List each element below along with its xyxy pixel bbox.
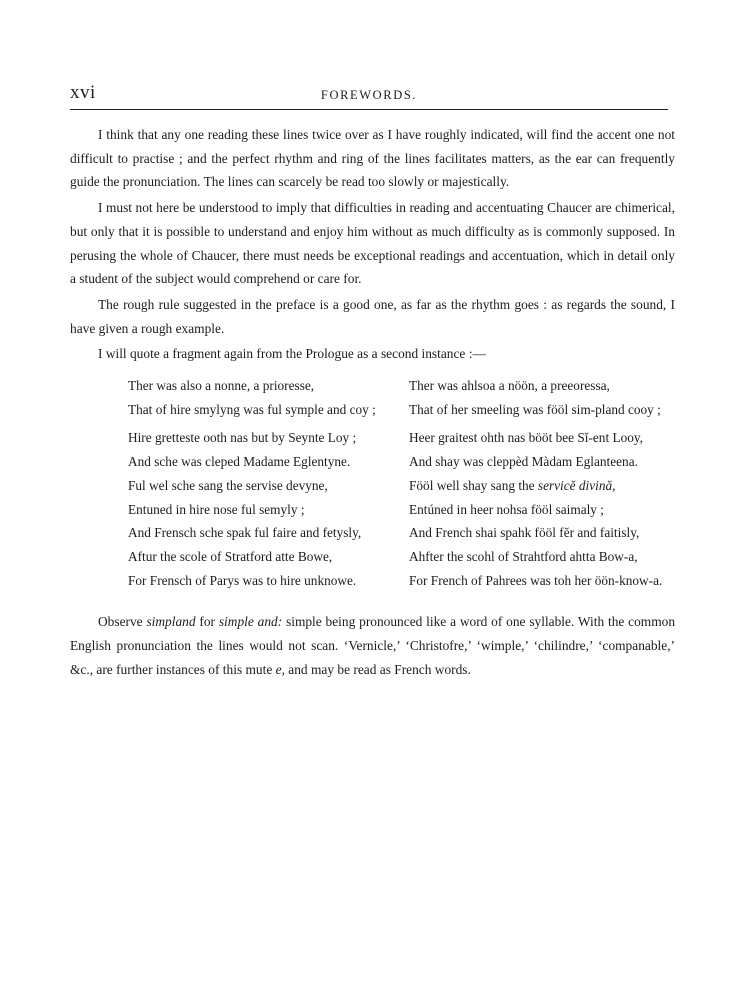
verse-original: Ther was also a nonne, a prioresse, (128, 378, 315, 394)
paragraph-3: The rough rule suggested in the preface is a good one, as far as the rhythm goes : as regards the sound, I have given a rough example. (70, 296, 675, 336)
verse-original: Aftur the scole of Stratford atte Bowe, (128, 548, 333, 564)
verse-pronunciation-text: Fööl well shay sang the (409, 477, 538, 493)
verse-pronunciation (409, 474, 675, 498)
running-head (70, 82, 668, 106)
paragraph-4: I will quote a fragment again from the Prologue as a second instance :— (98, 346, 486, 362)
page-body (70, 123, 675, 681)
verse-row (70, 569, 675, 593)
page-number: xvi (70, 82, 96, 103)
verse-pronunciation: Entúned in heer nohsa fööl saimaly ; (409, 501, 604, 517)
verse-pronunciation: That of her smeeling was fööl sim-pland cooy ; (409, 401, 661, 417)
closing-text: and may be read as French words. (284, 661, 471, 677)
verse-row (70, 498, 675, 522)
verse-original: Entuned in hire nose ful semyly ; (128, 501, 305, 517)
verse-row (70, 374, 675, 398)
verse-pronunciation-italic: servicĕ divină, (537, 477, 616, 493)
verse-original: And Frensch sche spak ful faire and fetysly, (128, 525, 362, 541)
verse-pronunciation: Heer graitest ohth nas bööt bee Sĭ-ent Looy, (409, 430, 643, 446)
paragraph-2: I must not here be understood to imply that difficulties in reading and accentuating Chaucer are chimerical, but only that it is possible to understand and enjoy him without as much difficulty as is commonly supposed. In perusing the whole of Chaucer, there must needs be exceptional readings and accentuation, which in detail only a student of the subject would comprehend or care for. (70, 200, 675, 287)
verse-row (70, 398, 675, 422)
verse-pronunciation: And French shai spahk fööl fĕr and faitisly, (409, 525, 640, 541)
verse-original: And sche was cleped Madame Eglentyne. (128, 454, 351, 470)
verse-pronunciation: Ther was ahlsoa a nöön, a preeoressa, (409, 378, 610, 394)
closing-italic: simpland (146, 614, 196, 630)
verse-original: That of hire smylyng was ful symple and coy ; (128, 401, 376, 417)
closing-text: simple being pronounced like a word of one syllable. With the common English pronunciation the lines would not scan. ‘Vernicle,’ ‘Christofre,’ ‘wimple,’ ‘chilindre,’ ‘companable,’ &c., are further instances of this mute (70, 614, 676, 677)
closing-italic: simple and: (218, 614, 283, 630)
closing-text: for (195, 614, 219, 630)
head-rule (70, 109, 668, 110)
verse-row (70, 426, 675, 450)
verse-row (70, 474, 675, 498)
verse-pronunciation: And shay was cleppèd Màdam Eglanteena. (409, 454, 638, 470)
verse-row (70, 521, 675, 545)
closing-paragraph (70, 610, 675, 681)
closing-italic: e, (275, 661, 285, 677)
verse-original: For Frensch of Parys was to hire unknowe. (128, 572, 357, 588)
verse-row (70, 545, 675, 569)
running-title: FOREWORDS. (320, 88, 418, 102)
verse-original: Ful wel sche sang the servise devyne, (128, 477, 328, 493)
closing-text: Observe (98, 614, 147, 630)
verse-pronunciation: For French of Pahrees was toh her öön-know-a. (409, 572, 663, 588)
verse-comparison (70, 374, 675, 592)
paragraph-1: I think that any one reading these lines twice over as I have roughly indicated, will find the accent one not difficult to practise ; and the perfect rhythm and ring of the lines facilitates matters, as the ear can frequently guide the pronunciation. The lines can scarcely be read too slowly or majestically. (70, 127, 675, 190)
verse-pronunciation: Ahfter the scohl of Strahtford ahtta Bow-a, (409, 548, 638, 564)
verse-row (70, 450, 675, 474)
verse-original: Hire gretteste ooth nas but by Seynte Loy ; (128, 430, 357, 446)
